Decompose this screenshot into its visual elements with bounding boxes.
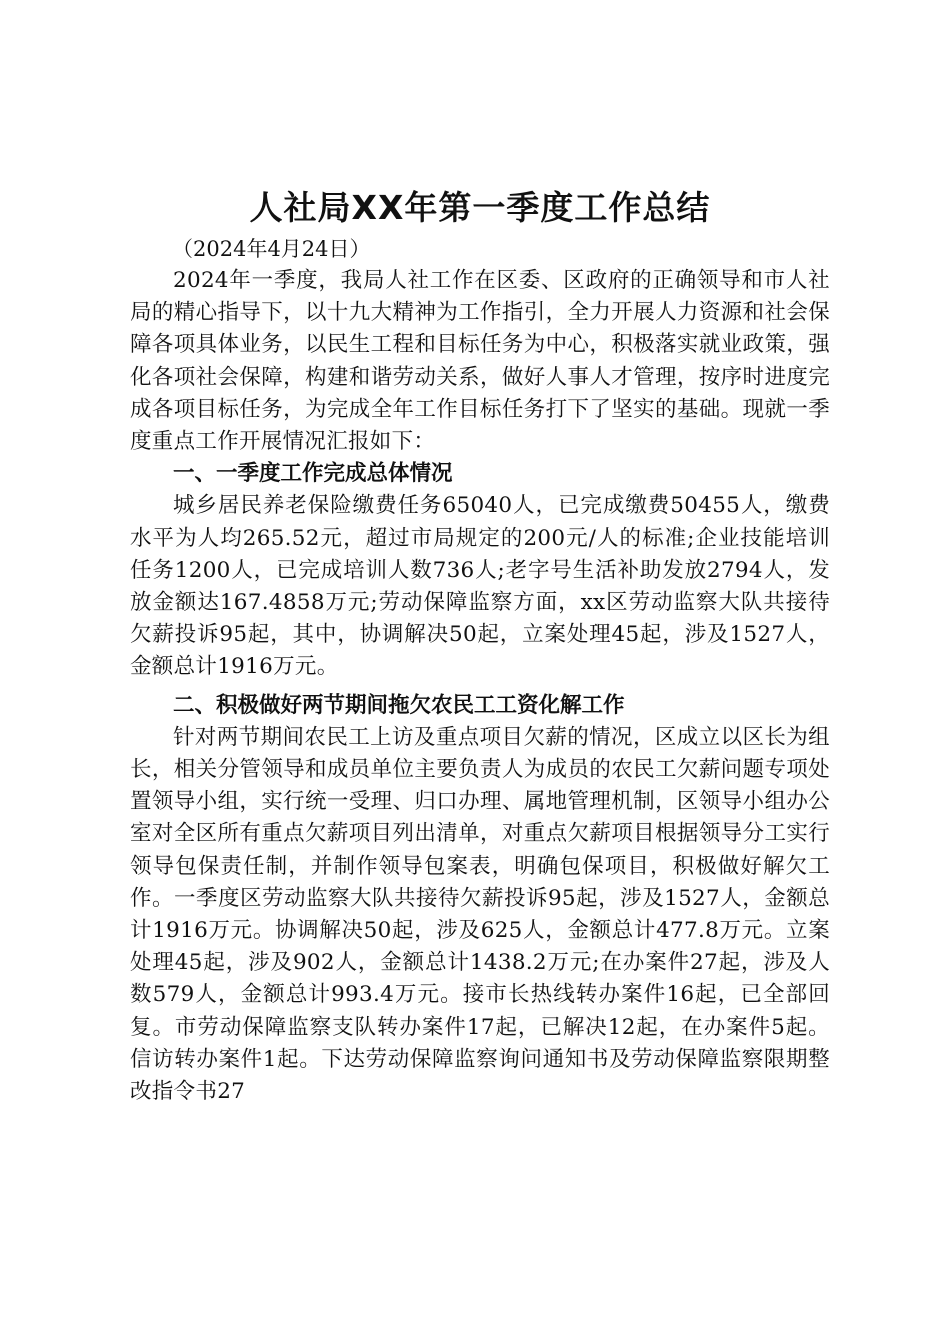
document-date: （2024年4月24日） xyxy=(172,237,371,261)
section-1-paragraph: 城乡居民养老保险缴费任务65040人，已完成缴费50455人，缴费水平为人均265.52元，超过市局规定的200元/人的标准;企业技能培训任务1200人，已完成培训人数736人;老字号生活补助发放2794人，发放金额达167.4858万元;劳动保障监察方面，xx区劳动监察大队共接待欠薪投诉95起，其中，协调解决50起，立案处理45起，涉及1527人，金额总计1916万元。 xyxy=(130,493,830,680)
section-2-heading: 二、积极做好两节期间拖欠农民工工资化解工作 xyxy=(173,692,625,718)
intro-paragraph: 2024年一季度，我局人社工作在区委、区政府的正确领导和市人社局的精心指导下，以十九大精神为工作指引，全力开展人力资源和社会保障各项具体业务，以民生工程和目标任务为中心，积极落实就业政策，强化各项社会保障，构建和谐劳动关系，做好人事人才管理，按序时进度完成各项目标任务，为完成全年工作目标任务打下了坚实的基础。现就一季度重点工作开展情况汇报如下： xyxy=(130,268,830,455)
document-page xyxy=(130,183,830,1108)
section-2-paragraph: 针对两节期间农民工上访及重点项目欠薪的情况，区成立以区长为组长，相关分管领导和成员单位主要负责人为成员的农民工欠薪问题专项处置领导小组，实行统一受理、归口办理、属地管理机制，区领导小组办公室对全区所有重点欠薪项目列出清单，对重点欠薪项目根据领导分工实行领导包保责任制，并制作领导包案表，明确包保项目，积极做好解欠工作。一季度区劳动监察大队共接待欠薪投诉95起，涉及1527人，金额总计1916万元。协调解决50起，涉及625人，金额总计477.8万元。立案处理45起，涉及902人，金额总计1438.2万元;在办案件27起，涉及人数579人，金额总计993.4万元。接市长热线转办案件16起，已全部回复。市劳动保障监察支队转办案件17起，已解决12起，在办案件5起。信访转办案件1起。下达劳动保障监察询问通知书及劳动保障监察限期整改指令书27 xyxy=(130,724,830,1105)
document-title: 人社局XX年第一季度工作总结 xyxy=(249,188,711,227)
section-1-heading: 一、一季度工作完成总体情况 xyxy=(173,461,453,487)
